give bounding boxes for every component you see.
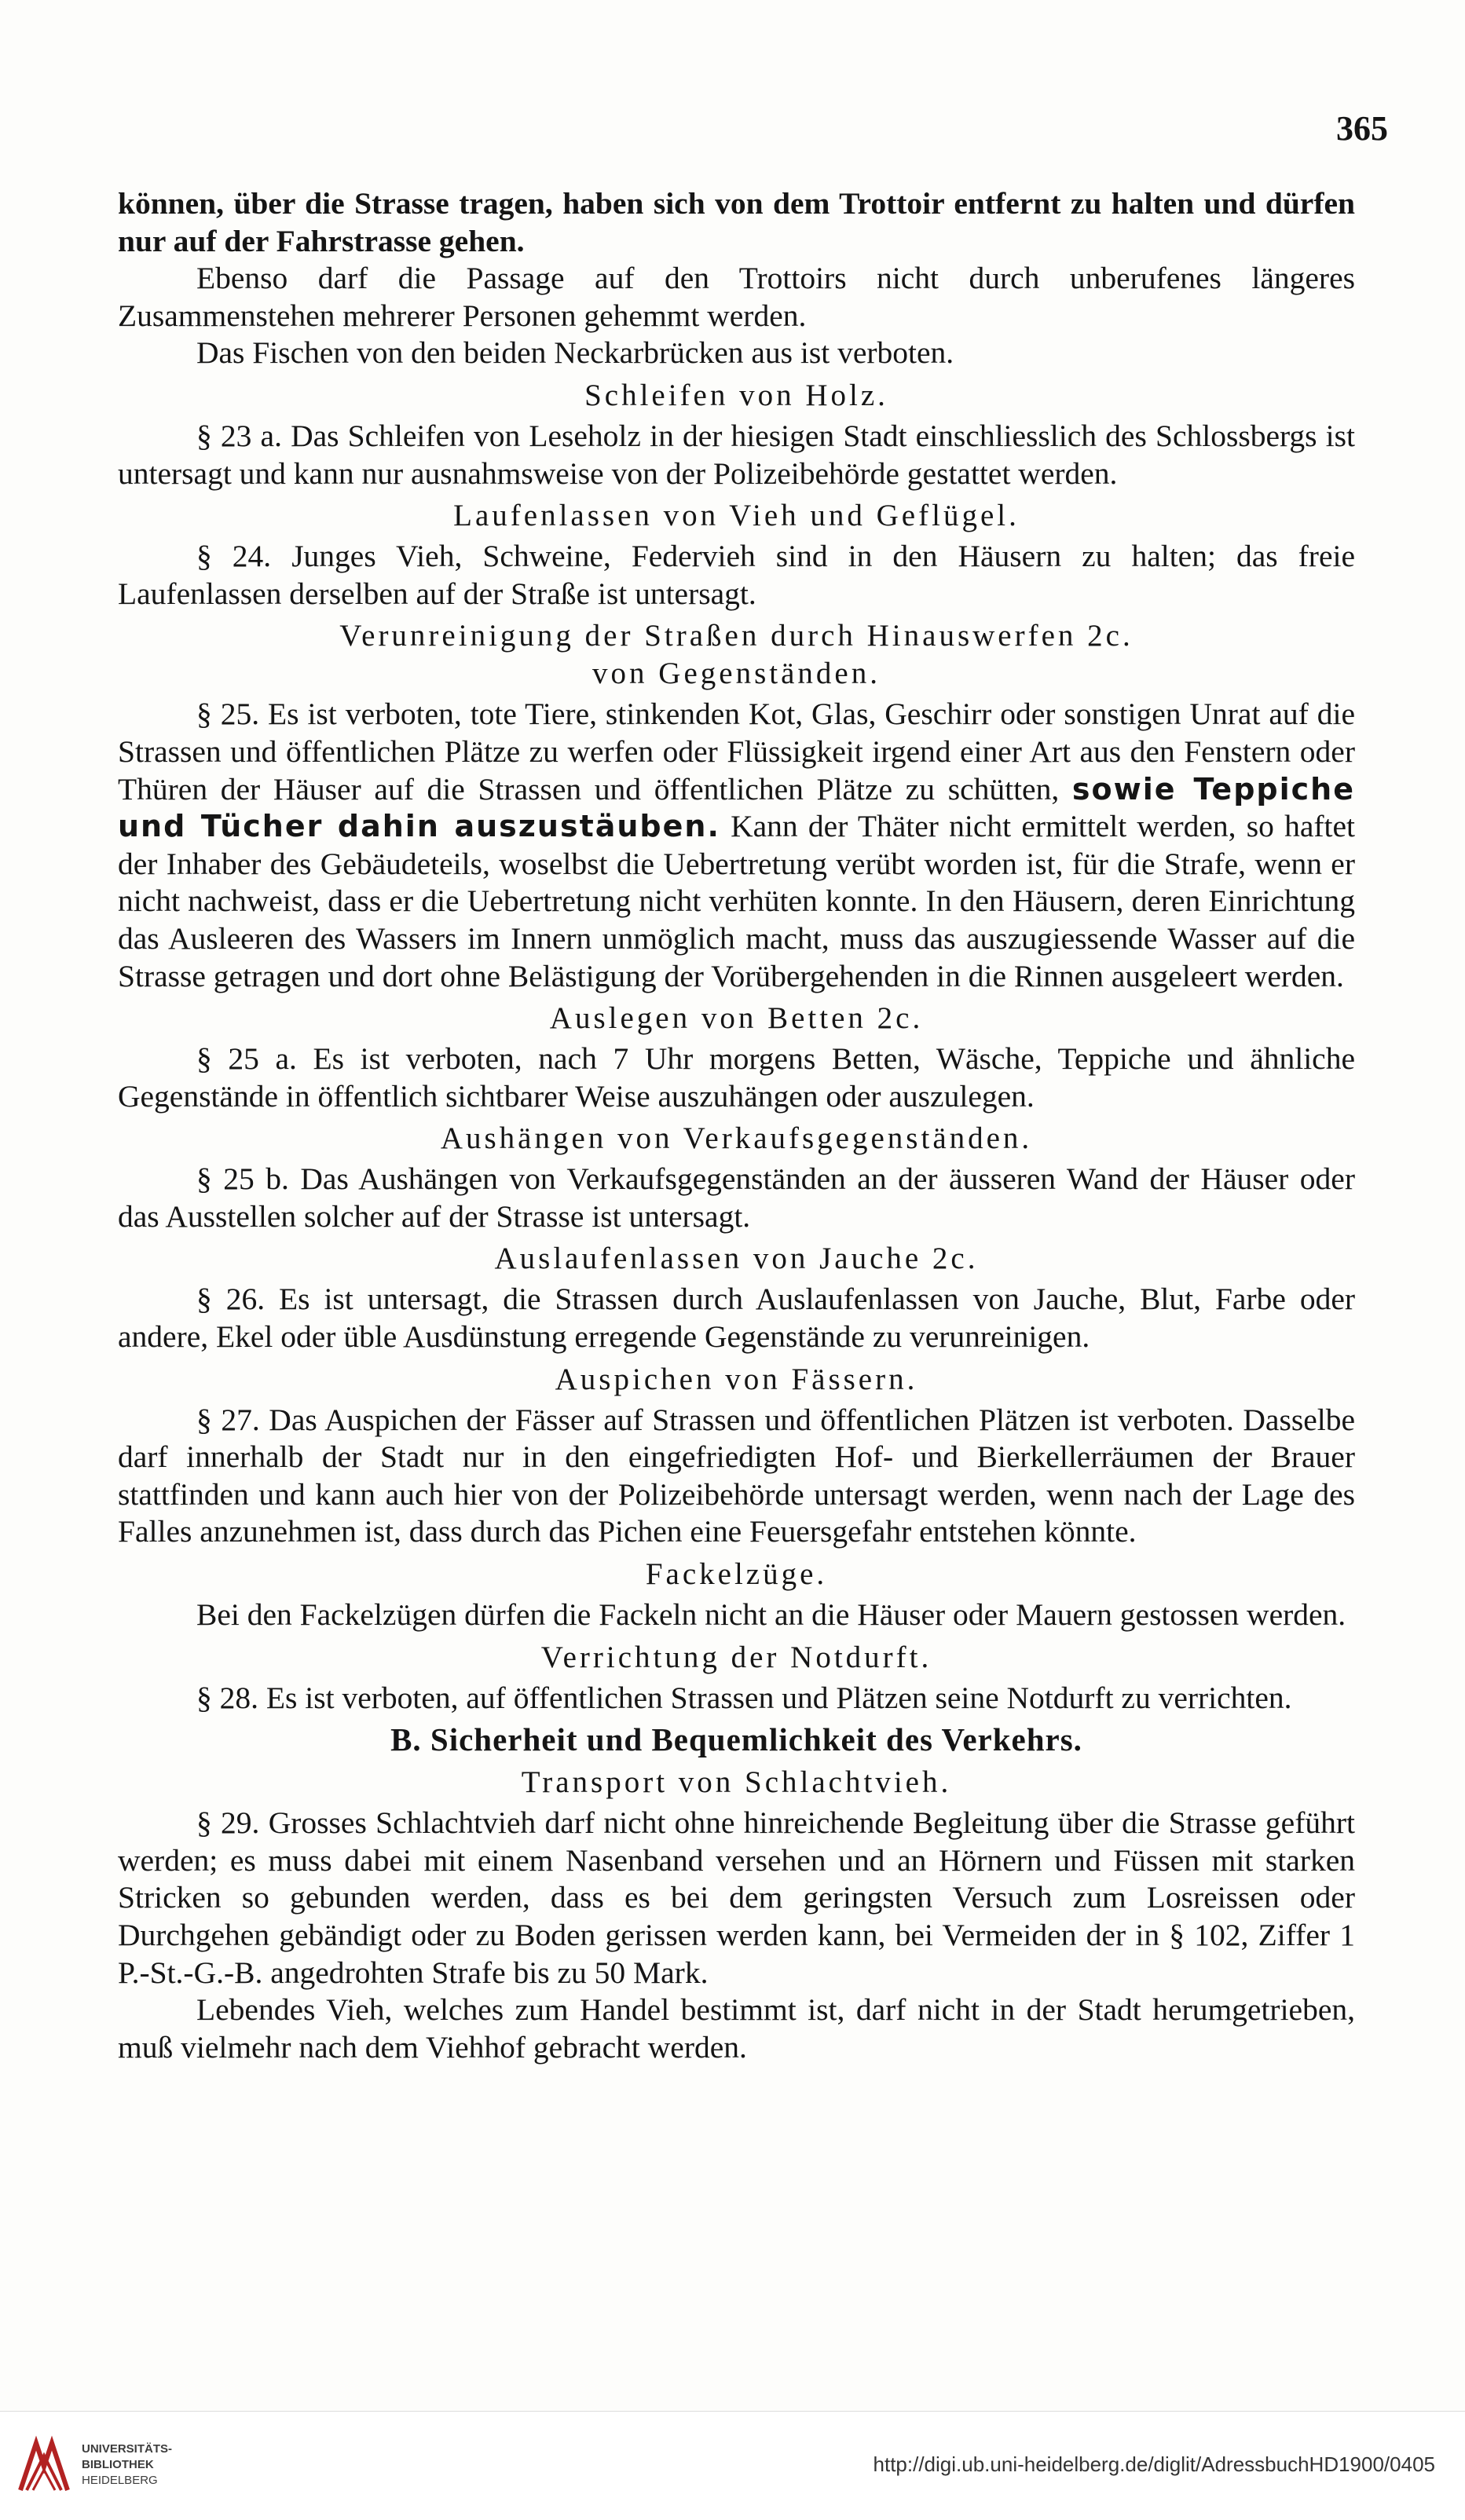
paragraph-continuation: können, über die Strasse tragen, haben sich von dem Trottoir entfernt zu halten und dürfen nur auf der Fahrstrasse gehen. xyxy=(118,186,1355,258)
subheading: Fackelzüge. xyxy=(645,1557,828,1592)
paragraph: § 28. Es ist verboten, auf öffentlichen Strassen und Plätzen seine Notdurft zu verrichten. xyxy=(196,1680,1292,1715)
library-name-line: BIBLIOTHEK xyxy=(82,2458,154,2471)
page-body xyxy=(118,185,1355,2066)
paragraph-text: § 25. Es ist verboten, tote Tiere, stinkenden Kot, Glas, Geschirr oder sonstigen Unrat auf die Strassen und öffentlichen Plätze zu werfen oder Flüssigkeit irgend einer Art aus den Fenstern oder Thüren der Häuser auf die Strassen und öffentlichen Plätze zu schütten, xyxy=(118,697,1355,806)
paragraph: § 24. Junges Vieh, Schweine, Federvieh sind in den Häusern zu halten; das freie Laufenlassen derselben auf der Straße ist untersagt. xyxy=(118,539,1355,611)
paragraph xyxy=(118,696,1355,995)
subheading: Aushängen von Verkaufsgegenständen. xyxy=(440,1121,1033,1156)
paragraph: Das Fischen von den beiden Neckarbrücken aus ist verboten. xyxy=(196,335,954,371)
subheading: Auspichen von Fässern. xyxy=(555,1362,918,1396)
paragraph: § 25 a. Es ist verboten, nach 7 Uhr morgens Betten, Wäsche, Teppiche und ähnliche Gegenstände in öffentlich sichtbarer Weise auszuhängen oder auszulegen. xyxy=(118,1041,1355,1114)
paragraph: Bei den Fackelzügen dürfen die Fackeln nicht an die Häuser oder Mauern gestossen werden. xyxy=(196,1597,1346,1633)
section-heading: B. Sicherheit und Bequemlichkeit des Verkehrs. xyxy=(390,1721,1082,1758)
source-url-link[interactable]: http://digi.ub.uni-heidelberg.de/diglit/AdressbuchHD1900/0405 xyxy=(873,2452,1435,2476)
subheading: Transport von Schlachtvieh. xyxy=(521,1765,952,1800)
library-name-line: UNIVERSITÄTS- xyxy=(82,2442,173,2456)
emphasized-text: sowie Teppiche und Tücher dahin auszustäuben. xyxy=(118,771,1355,844)
paragraph: § 23 a. Das Schleifen von Leseholz in der hiesigen Stadt einschliesslich des Schlossbergs ist untersagt und kann nur ausnahmsweise von der Polizeibehörde gestattet werden. xyxy=(118,418,1355,491)
subheading: Schleifen von Holz. xyxy=(584,378,888,412)
subheading: Auslaufenlassen von Jauche 2c. xyxy=(494,1242,979,1276)
subheading: Verunreinigung der Straßen durch Hinauswerfen 2c. xyxy=(339,619,1134,653)
library-name xyxy=(82,2441,172,2489)
paragraph: Ebenso darf die Passage auf den Trottoirs nicht durch unberufenes längeres Zusammenstehen mehrerer Personen gehemmt werden. xyxy=(118,261,1355,333)
subheading: Verrichtung der Notdurft. xyxy=(540,1640,932,1674)
paragraph: Lebendes Vieh, welches zum Handel bestimmt ist, darf nicht in der Stadt herumgetrieben, muß vielmehr nach dem Viehhof gebracht werden. xyxy=(118,1992,1355,2065)
subheading: Laufenlassen von Vieh und Geflügel. xyxy=(453,499,1020,533)
paragraph: § 27. Das Auspichen der Fässer auf Strassen und öffentlichen Plätzen ist verboten. Dasselbe darf innerhalb der Stadt nur in den eingefriedigten Hof- und Bierkellerräumen der Brauer stattfinden und kann auch hier von der Polizeibehörde untersagt werden, wenn nach der Lage des Falles anzunehmen ist, dass durch das Pichen eine Feuersgefahr entstehen könnte. xyxy=(118,1402,1355,1549)
paragraph: § 29. Grosses Schlachtvieh darf nicht ohne hinreichende Begleitung über die Strasse geführt werden; es muss dabei mit einem Nasenband versehen und an Hörnern und Füssen mit starken Stricken so gebunden werden, dass es bei dem geringsten Versuch zum Losreissen oder Durchgehen gebändigt oder zu Boden gerissen werden kann, bei Vermeiden der in § 102, Ziffer 1 P.-St.-G.-B. angedrohten Strafe bis zu 50 Mark. xyxy=(118,1805,1355,1990)
paragraph-text: Kann der Thäter nicht ermittelt werden, so haftet der Inhaber des Gebäudeteils, woselbst die Uebertretung verübt worden ist, für die Strafe, wenn er nicht nachweist, dass er die Uebertretung nicht verhüten konnte. In den Häusern, deren Einrichtung das Ausleeren des Wassers im Innern unmöglich macht, muss das auszugiessende Wasser auf die Strasse getragen und dort ohne Belästigung der Vorübergehenden in die Rinnen ausgeleert werden. xyxy=(118,809,1355,993)
paragraph: § 26. Es ist untersagt, die Strassen durch Auslaufenlassen von Jauche, Blut, Farbe oder andere, Ekel oder üble Ausdünstung erregende Gegenstände zu verunreinigen. xyxy=(118,1282,1355,1355)
footer-bar xyxy=(0,2411,1465,2520)
subheading: Auslegen von Betten 2c. xyxy=(549,1001,924,1036)
university-library-logo-icon[interactable] xyxy=(13,2435,74,2496)
subheading: von Gegenständen. xyxy=(592,657,881,691)
page-number: 365 xyxy=(1336,109,1388,148)
library-name-line: HEIDELBERG xyxy=(82,2474,158,2487)
paragraph: § 25 b. Das Aushängen von Verkaufsgegenständen an der äusseren Wand der Häuser oder das Ausstellen solcher auf der Strasse ist untersagt. xyxy=(118,1161,1355,1234)
